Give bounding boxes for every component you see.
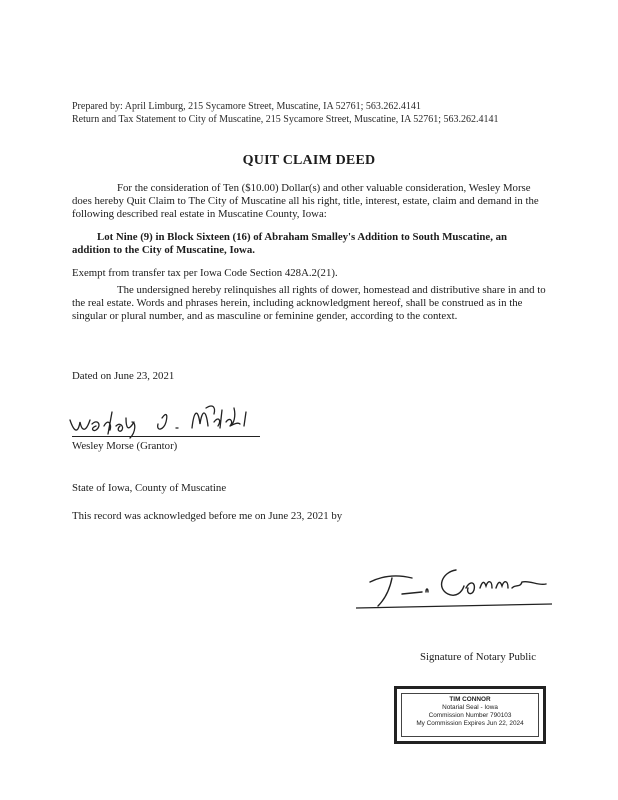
notarial-seal-stamp [394, 686, 546, 744]
seal-expiration: My Commission Expires Jun 22, 2024 [416, 720, 524, 727]
acknowledgment-venue: State of Iowa, County of Muscatine [72, 482, 227, 494]
prepared-by-line: Prepared by: April Limburg, 215 Sycamore Street, Muscatine, IA 52761; 563.262.4141 [72, 101, 421, 112]
return-to-line: Return and Tax Statement to City of Muscatine, 215 Sycamore Street, Muscatine, IA 52761; 563.262.4141 [72, 114, 499, 125]
dated-line: Dated on June 23, 2021 [72, 370, 175, 382]
grantor-signature [66, 398, 266, 440]
grantor-printed-name: Wesley Morse (Grantor) [72, 440, 178, 452]
tax-exemption-line: Exempt from transfer tax per Iowa Code Section 428A.2(21). [72, 267, 338, 279]
acknowledgment-statement: This record was acknowledged before me on June 23, 2021 by [72, 510, 343, 522]
legal-description: Lot Nine (9) in Block Sixteen (16) of Abraham Smalley's Addition to South Muscatine, an addition to the City of Muscatine, Iowa. [72, 231, 508, 256]
seal-notary-name: TIM CONNOR [449, 696, 491, 703]
seal-commission-number: Commission Number 790103 [428, 712, 512, 719]
grantor-signature-line [72, 436, 260, 437]
notary-signature-label: Signature of Notary Public [420, 651, 537, 663]
relinquish-paragraph: The undersigned hereby relinquishes all rights of dower, homestead and distributive share in and to the real estate. Words and phrases herein, including acknowledgment hereof, shall be construed as in the singular or plural number, and as masculine or feminine gender, according to the context. [72, 284, 546, 323]
seal-title: Notarial Seal - Iowa [442, 704, 498, 711]
notary-signature [352, 560, 562, 612]
consideration-paragraph: For the consideration of Ten ($10.00) Dollar(s) and other valuable consideration, Wesley Morse does hereby Quit Claim to The City of Muscatine all his right, title, interest, estate, claim and demand in the following described real estate in Muscatine County, Iowa: [72, 182, 539, 221]
document-title: QUIT CLAIM DEED [242, 153, 376, 168]
preparer-block [72, 100, 542, 126]
